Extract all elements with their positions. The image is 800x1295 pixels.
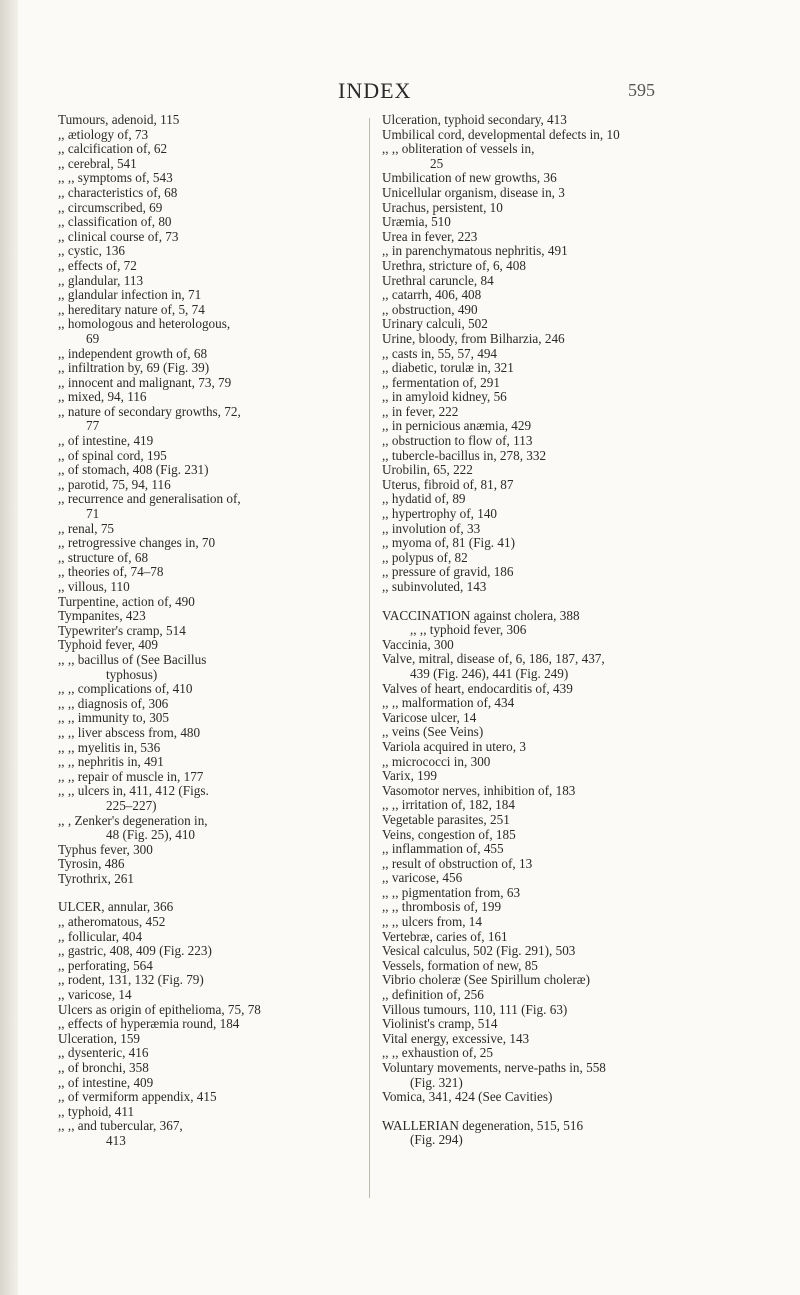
index-entry: ULCER, annular, 366 — [58, 899, 174, 915]
index-entry: ,, in amyloid kidney, 56 — [382, 389, 507, 405]
index-entry: ,, of bronchi, 358 — [58, 1060, 149, 1075]
index-entry: ,, veins (See Veins) — [382, 724, 484, 740]
index-entry: ,, effects of, 72 — [58, 257, 137, 273]
index-entry: ,, ,, myelitis in, 536 — [58, 739, 161, 755]
index-entry: ,, circumscribed, 69 — [58, 199, 163, 215]
index-entry: ,, in parenchymatous nephritis, 491 — [382, 243, 568, 259]
index-entry: Valve, mitral, disease of, 6, 186, 187, 437, — [382, 651, 605, 667]
index-entry: Ulceration, 159 — [58, 1030, 141, 1046]
index-entry: ,, , Zenker's degeneration in, — [58, 812, 208, 828]
index-entry: Umbilication of new growths, 36 — [382, 170, 557, 186]
index-entry: Vertebræ, caries of, 161 — [382, 928, 508, 944]
page-binding-edge — [0, 0, 18, 1295]
index-entry: Tyrosin, 486 — [58, 856, 125, 872]
index-entry: ,, parotid, 75, 94, 116 — [58, 476, 171, 492]
index-entry: Veins, congestion of, 185 — [382, 826, 516, 842]
page-number: 595 — [628, 80, 655, 100]
index-entry: ,, catarrh, 406, 408 — [382, 287, 482, 303]
index-entry: Vibrio choleræ (See Spirillum choleræ) — [382, 972, 590, 988]
index-entry: (Fig. 321) — [410, 1074, 463, 1090]
index-entry: ,, follicular, 404 — [58, 928, 143, 944]
index-entry: 69 — [86, 330, 100, 346]
index-entry: ,, theories of, 74–78 — [58, 564, 164, 580]
index-entry: Villous tumours, 110, 111 (Fig. 63) — [382, 1001, 568, 1017]
index-entry: ,, casts in, 55, 57, 494 — [382, 345, 498, 361]
index-entry: ,, of stomach, 408 (Fig. 231) — [58, 462, 209, 478]
index-entry: Urachus, persistent, 10 — [382, 199, 503, 215]
index-entry: ,, glandular infection in, 71 — [58, 287, 202, 303]
index-entry: Urethra, stricture of, 6, 408 — [382, 257, 526, 273]
index-entry: Typhus fever, 300 — [58, 841, 153, 857]
index-entry: Ulcers as origin of epithelioma, 75, 78 — [58, 1001, 261, 1017]
index-entry: ,, ,, typhoid fever, 306 — [410, 622, 527, 638]
index-entry: Violinist's cramp, 514 — [382, 1016, 498, 1032]
index-entry: ,, polypus of, 82 — [382, 549, 468, 565]
index-entry: ,, ,, obliteration of vessels in, — [382, 141, 535, 157]
index-entry: ,, pressure of gravid, 186 — [382, 564, 514, 580]
index-entry: ,, of intestine, 409 — [58, 1074, 154, 1090]
index-entry: Turpentine, action of, 490 — [58, 593, 195, 609]
index-entry: 439 (Fig. 246), 441 (Fig. 249) — [410, 665, 569, 681]
index-entry: Vital energy, excessive, 143 — [382, 1030, 530, 1046]
index-entry: Urinary calculi, 502 — [382, 316, 488, 332]
section-gap — [58, 886, 370, 900]
page-header — [0, 78, 800, 108]
index-column-right — [382, 113, 754, 1148]
index-entry: ,, micrococci in, 300 — [382, 753, 491, 769]
index-entry: 225–227) — [106, 797, 157, 813]
index-entry: ,, ,, bacillus of (See Bacillus — [58, 651, 207, 667]
index-entry: ,, infiltration by, 69 (Fig. 39) — [58, 360, 210, 376]
index-entry: ,, classification of, 80 — [58, 214, 172, 230]
index-entry: ,, inflammation of, 455 — [382, 841, 504, 857]
index-entry: Uterus, fibroid of, 81, 87 — [382, 476, 514, 492]
index-entry: Varicose ulcer, 14 — [382, 709, 477, 725]
index-entry: Variola acquired in utero, 3 — [382, 738, 526, 754]
index-entry: Umbilical cord, developmental defects in, 10 — [382, 126, 620, 142]
index-entry: ,, definition of, 256 — [382, 987, 484, 1003]
index-entry: Urobilin, 65, 222 — [382, 462, 473, 478]
index-entry: ,, ,, exhaustion of, 25 — [382, 1045, 493, 1061]
index-entry: ,, diabetic, torulæ in, 321 — [382, 360, 514, 376]
index-column-left — [58, 113, 370, 1149]
index-entry: ,, varicose, 14 — [58, 987, 132, 1003]
index-entry: ,, retrogressive changes in, 70 — [58, 535, 216, 551]
index-entry: ,, structure of, 68 — [58, 549, 149, 565]
index-entry: 48 (Fig. 25), 410 — [106, 827, 196, 843]
index-entry: ,, varicose, 456 — [382, 870, 463, 886]
page-title: INDEX — [338, 78, 412, 103]
index-entry: ,, independent growth of, 68 — [58, 345, 208, 361]
index-entry: ,, dysenteric, 416 — [58, 1045, 149, 1061]
index-entry: Typhoid fever, 409 — [58, 637, 158, 653]
index-entry: ,, myoma of, 81 (Fig. 41) — [382, 535, 515, 551]
index-entry: ,, perforating, 564 — [58, 957, 153, 973]
index-entry: ,, of vermiform appendix, 415 — [58, 1089, 217, 1105]
index-entry: Urea in fever, 223 — [382, 228, 478, 244]
index-entry: ,, hypertrophy of, 140 — [382, 506, 498, 522]
index-entry: Tumours, adenoid, 115 — [58, 112, 180, 127]
index-entry: ,, ,, repair of muscle in, 177 — [58, 768, 204, 784]
index-entry: ,, mixed, 94, 116 — [58, 389, 147, 405]
index-entry: Varix, 199 — [382, 768, 437, 784]
index-entry: ,, ,, liver abscess from, 480 — [58, 724, 201, 740]
index-entry: Uræmia, 510 — [382, 214, 451, 230]
index-entry: ,, result of obstruction of, 13 — [382, 855, 533, 871]
index-entry: Tyrothrix, 261 — [58, 870, 134, 886]
index-entry: ,, subinvoluted, 143 — [382, 579, 487, 594]
index-entry: Urethral caruncle, 84 — [382, 272, 494, 288]
index-entry: ,, ,, immunity to, 305 — [58, 710, 169, 726]
section-gap — [382, 1105, 754, 1119]
index-entry: ,, fermentation of, 291 — [382, 374, 500, 390]
index-entry: ,, obstruction to flow of, 113 — [382, 433, 533, 449]
index-entry: ,, gastric, 408, 409 (Fig. 223) — [58, 943, 212, 959]
index-entry: ,, effects of hyperæmia round, 184 — [58, 1016, 240, 1032]
index-entry: typhosus) — [106, 666, 158, 682]
index-entry: ,, ,, ulcers from, 14 — [382, 914, 482, 930]
index-entry: ,, hydatid of, 89 — [382, 491, 466, 507]
index-entry: ,, innocent and malignant, 73, 79 — [58, 374, 232, 390]
index-entry: ,, ,, complications of, 410 — [58, 681, 193, 697]
index-entry: 25 — [430, 155, 444, 171]
index-entry: ,, nature of secondary growths, 72, — [58, 403, 241, 419]
index-entry: ,, cerebral, 541 — [58, 155, 137, 171]
index-entry: Unicellular organism, disease in, 3 — [382, 184, 565, 200]
index-entry: Typewriter's cramp, 514 — [58, 622, 186, 638]
index-entry: ,, typhoid, 411 — [58, 1103, 135, 1119]
index-entry: ,, ætiology of, 73 — [58, 126, 149, 142]
index-entry: ,, atheromatous, 452 — [58, 914, 166, 930]
index-entry: ,, ,, symptoms of, 543 — [58, 170, 173, 186]
index-entry: Vasomotor nerves, inhibition of, 183 — [382, 782, 576, 798]
index-entry: ,, in fever, 222 — [382, 403, 459, 419]
index-entry: Ulceration, typhoid secondary, 413 — [382, 112, 567, 127]
index-entry: ,, glandular, 113 — [58, 272, 144, 288]
index-entry: ,, ,, irritation of, 182, 184 — [382, 797, 515, 813]
index-entry: ,, obstruction, 490 — [382, 301, 478, 317]
index-entry: Vessels, formation of new, 85 — [382, 957, 538, 973]
index-entry: ,, involution of, 33 — [382, 520, 481, 536]
index-entry: ,, ,, pigmentation from, 63 — [382, 884, 521, 900]
index-entry: (Fig. 294) — [410, 1132, 463, 1148]
index-entry: Vesical calculus, 502 (Fig. 291), 503 — [382, 943, 576, 959]
index-entry: Tympanites, 423 — [58, 608, 146, 624]
index-entry: ,, tubercle-bacillus in, 278, 332 — [382, 447, 547, 463]
index-entry: Vomica, 341, 424 (See Cavities) — [382, 1089, 553, 1105]
index-entry: ,, ,, diagnosis of, 306 — [58, 695, 169, 711]
index-entry: Valves of heart, endocarditis of, 439 — [382, 680, 573, 696]
index-entry: ,, of spinal cord, 195 — [58, 447, 167, 463]
index-entry: ,, ,, ulcers in, 411, 412 (Figs. — [58, 783, 209, 799]
column-divider — [369, 118, 370, 1198]
index-entry: ,, renal, 75 — [58, 520, 115, 536]
index-entry: ,, ,, malformation of, 434 — [382, 695, 515, 711]
index-entry: ,, recurrence and generalisation of, — [58, 491, 241, 507]
index-entry: ,, villous, 110 — [58, 579, 130, 594]
index-entry: Vegetable parasites, 251 — [382, 811, 510, 827]
index-entry: ,, homologous and heterologous, — [58, 316, 231, 332]
index-entry: ,, characteristics of, 68 — [58, 184, 178, 200]
section-gap — [382, 595, 754, 609]
index-entry: ,, calcification of, 62 — [58, 141, 168, 157]
index-entry: ,, rodent, 131, 132 (Fig. 79) — [58, 972, 204, 988]
index-entry: ,, of intestine, 419 — [58, 433, 154, 449]
index-entry: Vaccinia, 300 — [382, 636, 454, 652]
index-entry: VACCINATION against cholera, 388 — [382, 607, 580, 623]
index-entry: ,, ,, and tubercular, 367, — [58, 1118, 183, 1134]
index-entry: ,, in pernicious anæmia, 429 — [382, 418, 532, 434]
index-entry: Voluntary movements, nerve-paths in, 558 — [382, 1060, 606, 1075]
index-entry: ,, ,, nephritis in, 491 — [58, 754, 164, 770]
index-entry: 413 — [106, 1132, 126, 1148]
index-entry: Urine, bloody, from Bilharzia, 246 — [382, 330, 565, 346]
index-entry: ,, hereditary nature of, 5, 74 — [58, 301, 205, 317]
index-entry: WALLERIAN degeneration, 515, 516 — [382, 1117, 584, 1133]
index-entry: ,, clinical course of, 73 — [58, 228, 179, 244]
index-entry: 71 — [86, 506, 100, 522]
index-entry: ,, cystic, 136 — [58, 243, 126, 259]
index-entry: ,, ,, thrombosis of, 199 — [382, 899, 502, 915]
index-entry: 77 — [86, 418, 100, 434]
